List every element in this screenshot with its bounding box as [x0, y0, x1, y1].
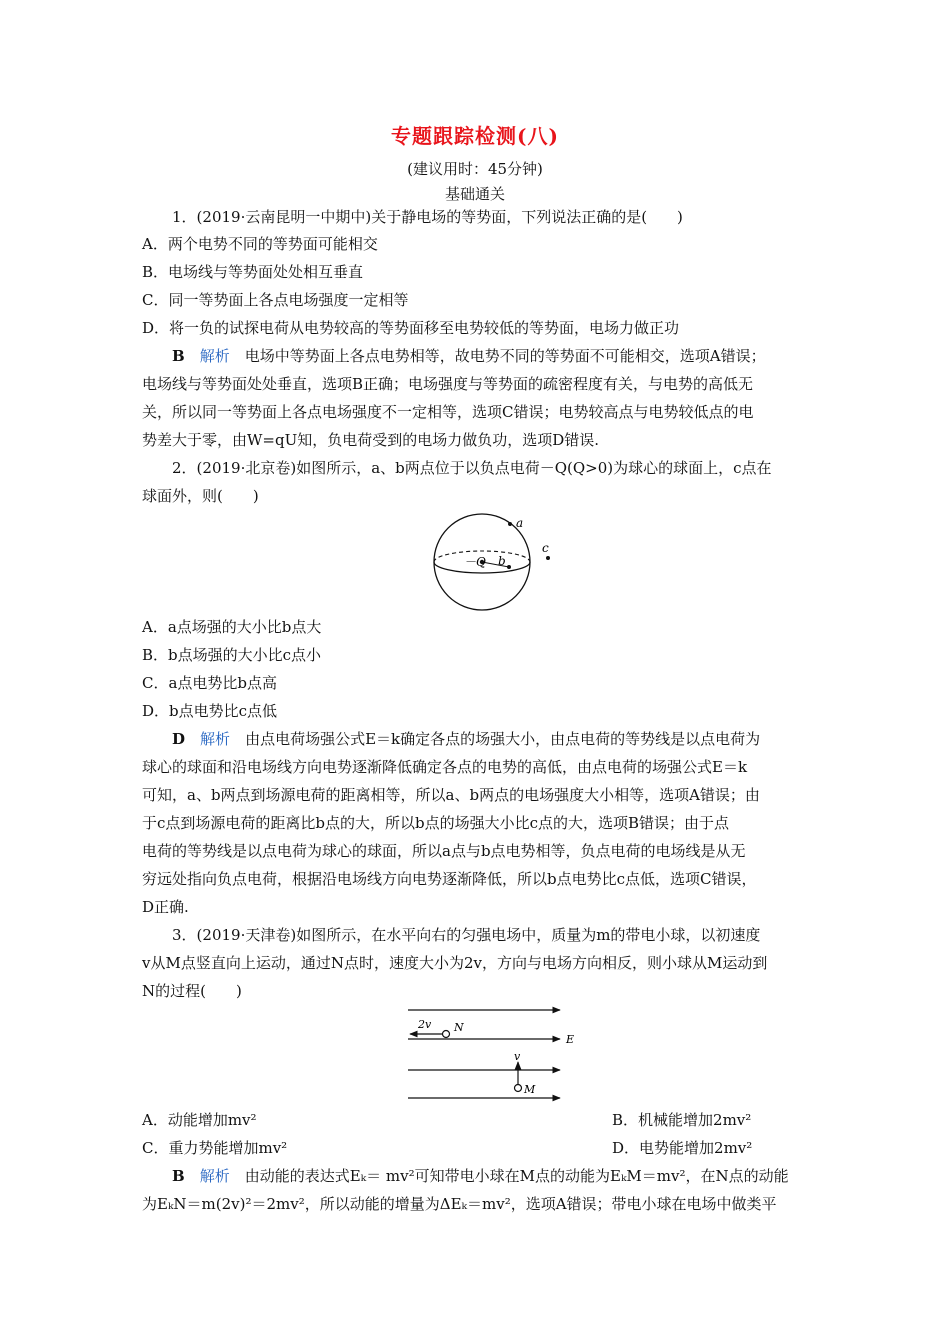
q1-answer: B	[172, 347, 185, 365]
q2-explanation-line: 于c点到场源电荷的距离比b点的大，所以b点的场强大小比c点的大，选项B错误；由于点	[142, 814, 730, 832]
q2-answer: D	[172, 730, 186, 748]
q3-option-b: B．机械能增加2mv²	[612, 1111, 752, 1129]
point-c	[546, 556, 550, 560]
q1-explanation-line: 关，所以同一等势面上各点电场强度不一定相等，选项C错误；电势较高点与电势较低点的电	[142, 403, 754, 421]
label-e: E	[566, 1033, 575, 1046]
point-b	[507, 565, 511, 569]
time-suggestion: (建议用时：45分钟)	[407, 160, 543, 178]
label-n: N	[454, 1021, 464, 1034]
q2-explanation-line: 可知，a、b两点到场源电荷的距离相等，所以a、b两点的电场强度大小相等，选项A错误；由	[142, 786, 760, 804]
label-charge: －Q	[464, 555, 486, 569]
label-m: M	[524, 1083, 536, 1096]
section-heading: 基础通关	[444, 185, 505, 203]
q2-option-c: C．a点电势比b点高	[142, 674, 278, 692]
q3-answer: B	[172, 1167, 185, 1185]
label-a: a	[516, 516, 524, 530]
q1-explanation-line: 势差大于零，由W=qU知，负电荷受到的电场力做负功，选项D错误.	[142, 431, 600, 449]
label-c: c	[542, 541, 549, 555]
ball-at-n	[443, 1031, 450, 1038]
q3-option-a: A．动能增加mv²	[142, 1111, 257, 1129]
field-figure	[400, 1000, 590, 1108]
q1-option-b: B．电场线与等势面处处相互垂直	[142, 263, 364, 281]
sphere-figure	[425, 508, 565, 616]
q3-explanation-text: 由动能的表达式Eₖ＝ mv²可知带电小球在M点的动能为EₖM＝mv²，在N点的动能	[244, 1167, 789, 1185]
q2-explanation-line: 球心的球面和沿电场线方向电势逐渐降低确定各点的电势的高低，由点电荷的场强公式E＝k	[142, 758, 748, 776]
q1-option-d: D．将一负的试探电荷从电势较高的等势面移至电势较低的等势面，电场力做正功	[142, 319, 680, 337]
q2-explanation-line: 穷远处指向负点电荷，根据沿电场线方向电势逐渐降低，所以b点电势比c点低，选项C错误，	[142, 870, 757, 888]
q2-explanation-text: 由点电荷场强公式E＝k确定各点的场强大小，由点电荷的等势线是以点电荷为	[245, 730, 761, 748]
q1-option-c: C．同一等势面上各点电场强度一定相等	[142, 291, 409, 309]
q3-stem: N的过程( )	[142, 982, 242, 1000]
q1-explanation-text: 电场中等势面上各点电势相等，故电势不同的等势面不可能相交，选项A错误；	[244, 347, 766, 365]
q3-options-row	[142, 1137, 812, 1159]
q2-explanation-line: D正确.	[142, 898, 189, 916]
page-title: 专题跟踪检测(八)	[391, 124, 559, 148]
q1-stem: 1．(2019·云南昆明一中期中)关于静电场的等势面，下列说法正确的是( )	[172, 208, 683, 226]
q3-option-c: C．重力势能增加mv²	[142, 1139, 288, 1157]
q1-analysis-tag: 解析	[199, 347, 230, 365]
q2-stem: 球面外，则( )	[142, 487, 259, 505]
q2-option-a: A．a点场强的大小比b点大	[142, 618, 322, 636]
q2-stem: 2．(2019·北京卷)如图所示，a、b两点位于以负点电荷－Q(Q>0)为球心的球面上，c点在	[172, 459, 772, 477]
q2-explanation-line: 电荷的等势线是以点电荷为球心的球面，所以a点与b点电势相等，负点电荷的电场线是从无	[142, 842, 746, 860]
q1-explanation-line	[172, 345, 842, 367]
q3-options-row	[142, 1109, 812, 1131]
q3-explanation-line: 为EₖN＝m(2v)²＝2mv²，所以动能的增量为ΔEₖ＝mv²，选项A错误；带电小球在电场中做类平	[142, 1195, 777, 1213]
q3-stem: 3．(2019·天津卷)如图所示，在水平向右的匀强电场中，质量为m的带电小球，以初速度	[172, 926, 761, 944]
q1-option-a: A．两个电势不同的等势面可能相交	[142, 235, 378, 253]
q3-analysis-tag: 解析	[199, 1167, 230, 1185]
label-v: v	[514, 1050, 521, 1063]
label-2v: 2v	[418, 1018, 432, 1031]
q3-explanation-line	[172, 1165, 842, 1187]
q2-analysis-tag: 解析	[200, 730, 231, 748]
q3-option-d: D．电势能增加2mv²	[612, 1139, 753, 1157]
q2-option-d: D．b点电势比c点低	[142, 702, 278, 720]
q2-option-b: B．b点场强的大小比c点小	[142, 646, 322, 664]
point-a	[508, 522, 512, 526]
q2-explanation-line	[172, 728, 842, 750]
label-b: b	[498, 554, 506, 568]
q1-explanation-line: 电场线与等势面处处垂直，选项B正确；电场强度与等势面的疏密程度有关，与电势的高低无	[142, 375, 754, 393]
q3-stem: v从M点竖直向上运动，通过N点时，速度大小为2v，方向与电场方向相反，则小球从M运动到	[142, 954, 768, 972]
ball-at-m	[515, 1085, 522, 1092]
